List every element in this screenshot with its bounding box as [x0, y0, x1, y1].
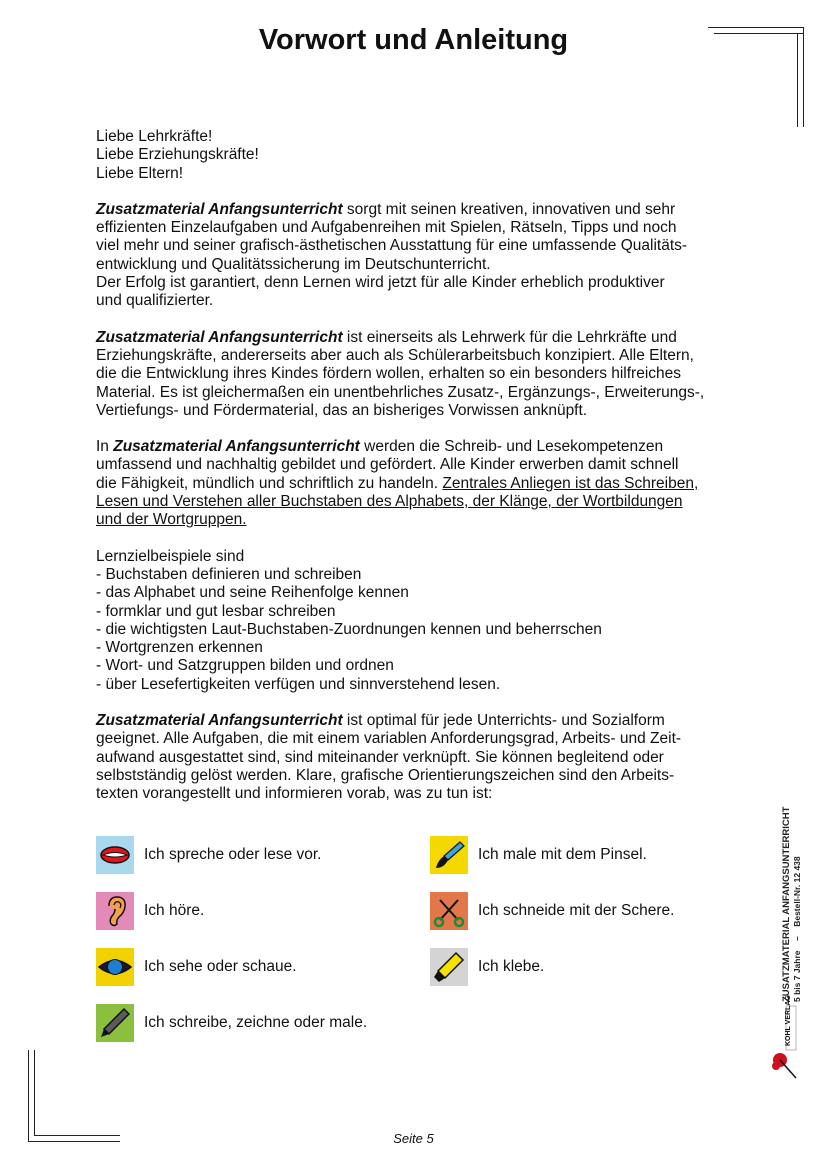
main-text — [96, 128, 756, 822]
text-line: Vertiefungs- und Fördermaterial, das an bisheriges Vorwissen anknüpft. — [96, 401, 588, 419]
goal-item: - Wort- und Satzgruppen bilden und ordnen — [96, 657, 394, 675]
legend-label: Ich sehe oder schaue. — [144, 958, 297, 975]
corner-frame-bottom-left-v1 — [28, 1050, 29, 1142]
scissors-icon — [430, 892, 468, 930]
publisher-name: KOHL VERLAG — [785, 995, 792, 1046]
goal-item: - Buchstaben definieren und schreiben — [96, 565, 362, 583]
goal-item: - Wortgrenzen erkennen — [96, 639, 263, 657]
corner-frame-top-right-h1 — [708, 27, 804, 28]
goals-heading: Lernzielbeispiele sind — [96, 547, 245, 565]
series-title: ZUSATZMATERIAL ANFANGSUNTERRICHT — [781, 806, 792, 1002]
text-line: geeignet. Alle Aufgaben, die mit einem variablen Anforderungsgrad, Arbeits- und Zeit- — [96, 730, 682, 748]
legend-item-cut — [430, 892, 740, 930]
greeting-block — [96, 128, 756, 183]
eye-icon — [96, 948, 134, 986]
ear-icon — [96, 892, 134, 930]
text-line: effizienten Einzelaufgaben und Aufgabenreihen mit Spielen, Rätseln, Tipps und noch — [96, 219, 677, 237]
legend-label: Ich schneide mit der Schere. — [478, 902, 675, 919]
text-line: Erziehungskräfte, andererseits aber auch als Schülerarbeitsbuch konzipiert. Alle Eltern, — [96, 346, 694, 364]
legend-label: Ich schreibe, zeichne oder male. — [144, 1014, 368, 1031]
text-fragment: sorgt mit seinen kreativen, innovativen und sehr — [342, 200, 676, 218]
side-series-label — [781, 782, 811, 1002]
mouth-icon — [96, 836, 134, 874]
legend-label: Ich male mit dem Pinsel. — [478, 846, 647, 863]
corner-frame-top-right-v2 — [797, 33, 798, 127]
text-line: Der Erfolg ist garantiert, denn Lernen wird jetzt für alle Kinder erheblich produktiver — [96, 274, 665, 292]
learning-goals — [96, 548, 756, 694]
separator: – — [792, 936, 802, 941]
pencil-icon — [96, 1004, 134, 1042]
glue-icon — [430, 948, 468, 986]
text-fragment: ist optimal für jede Unterrichts- und Sozialform — [342, 712, 665, 730]
goal-item: - das Alphabet und seine Reihenfolge kennen — [96, 584, 409, 602]
legend-item-write — [96, 1004, 406, 1042]
text-fragment: werden die Schreib- und Lesekompetenzen — [359, 438, 664, 456]
underlined-text: Lesen und Verstehen aller Buchstaben des Alphabets, der Klänge, der Wortbildungen — [96, 493, 683, 511]
greeting-line: Liebe Lehrkräfte! — [96, 128, 213, 145]
legend-label: Ich spreche oder lese vor. — [144, 846, 322, 863]
paragraph-usage — [96, 712, 756, 803]
paragraph-intro — [96, 201, 756, 311]
goal-item: - die wichtigsten Laut-Buchstaben-Zuordnungen kennen und beherrschen — [96, 620, 602, 638]
text-line — [96, 475, 756, 493]
page-number: Seite 5 — [393, 1131, 434, 1146]
text-line — [96, 712, 756, 730]
text-line: die die Entwicklung ihres Kindes fördern wollen, erhalten so ein besonders hilfreiches — [96, 365, 682, 383]
text-fragment: die Fähigkeit, mündlich und schriftlich zu handeln. — [96, 474, 443, 492]
corner-frame-bottom-left-v2 — [34, 1050, 35, 1136]
legend-item-look — [96, 948, 406, 986]
greeting-line: Liebe Eltern! — [96, 164, 184, 182]
text-line — [96, 438, 756, 456]
brand-name: Zusatzmaterial Anfangsunterricht — [113, 438, 360, 456]
paragraph-concept — [96, 329, 756, 420]
text-line — [96, 201, 756, 219]
legend-label: Ich höre. — [144, 902, 205, 919]
text-line: Material. Es ist gleichermaßen ein unentbehrliches Zusatz-, Ergänzungs-, Erweiterungs-, — [96, 383, 705, 401]
text-line: umfassend und nachhaltig gebildet und gefördert. Alle Kinder erwerben damit schnell — [96, 456, 679, 474]
paragraph-competences — [96, 438, 756, 529]
age-range: 5 bis 7 Jahre — [792, 950, 802, 1002]
text-line: und qualifizierter. — [96, 292, 214, 310]
goal-item: - über Lesefertigkeiten verfügen und sinnverstehend lesen. — [96, 675, 501, 693]
brand-name: Zusatzmaterial Anfangsunterricht — [96, 712, 343, 730]
text-fragment: ist einerseits als Lehrwerk für die Lehrkräfte und — [342, 328, 677, 346]
corner-frame-top-right-h2 — [714, 33, 804, 34]
text-line: viel mehr und seiner grafisch-ästhetischen Ausstattung für eine umfassende Qualitäts- — [96, 237, 688, 255]
text-fragment: In — [96, 438, 114, 456]
legend-item-speak — [96, 836, 406, 874]
text-line: entwicklung und Qualitätssicherung im Deutschunterricht. — [96, 255, 491, 273]
legend-item-hear — [96, 892, 406, 930]
corner-frame-top-right-v1 — [803, 27, 804, 127]
underlined-text: Zentrales Anliegen ist das Schreiben, — [442, 474, 699, 492]
order-number: Bestell-Nr. 12 438 — [792, 856, 802, 927]
page-title: Vorwort und Anleitung — [258, 24, 569, 56]
text-line — [96, 329, 756, 347]
goal-item: - formklar und gut lesbar schreiben — [96, 602, 336, 620]
legend-label: Ich klebe. — [478, 958, 545, 975]
text-line: selbstständig gelöst werden. Klare, grafische Orientierungszeichen sind den Arbeits- — [96, 766, 675, 784]
text-line: texten vorangestellt und informieren vorab, was zu tun ist: — [96, 785, 493, 803]
text-line: aufwand ausgestattet sind, sind miteinander verknüpft. Sie können begleitend oder — [96, 748, 664, 766]
series-details — [792, 782, 803, 1002]
underlined-text: und der Wortgruppen. — [96, 511, 247, 529]
brand-name: Zusatzmaterial Anfangsunterricht — [96, 328, 343, 346]
brush-icon — [430, 836, 468, 874]
legend-item-glue — [430, 948, 740, 986]
greeting-line: Liebe Erziehungskräfte! — [96, 146, 259, 164]
legend-item-paint — [430, 836, 740, 874]
brand-name: Zusatzmaterial Anfangsunterricht — [96, 200, 343, 218]
